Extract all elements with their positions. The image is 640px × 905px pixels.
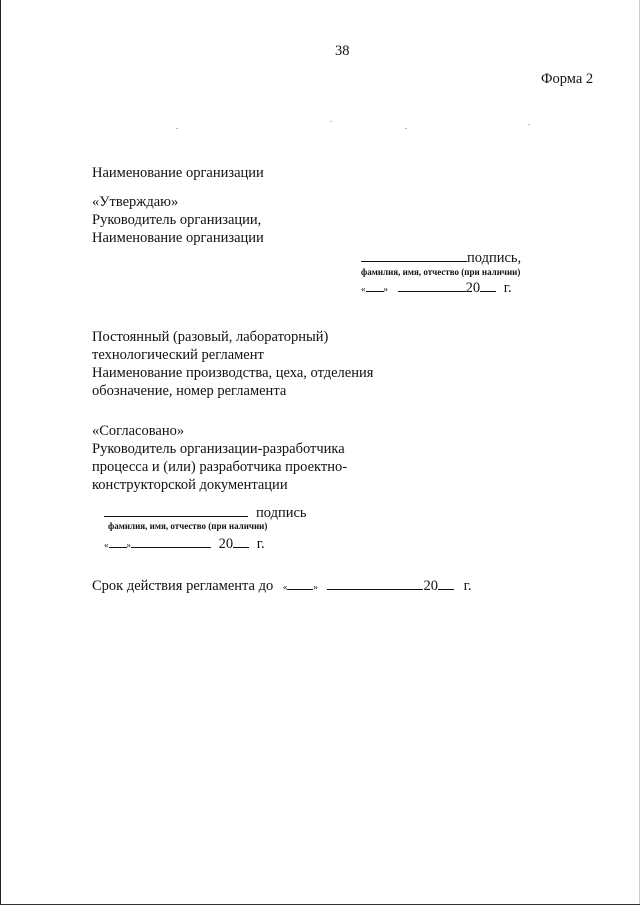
approval-org-name-label: Наименование организации bbox=[92, 230, 264, 246]
regulation-line-2: технологический регламент bbox=[92, 347, 264, 363]
page-number: 38 bbox=[335, 43, 350, 59]
agreement-line-1: Руководитель организации-разработчика bbox=[92, 441, 345, 457]
agreement-line-2: процесса и (или) разработчика проектно- bbox=[92, 459, 348, 475]
approval-date-quote-open: « bbox=[361, 284, 366, 294]
approval-head-label: Руководитель организации, bbox=[92, 212, 262, 228]
signature-blank bbox=[361, 250, 467, 262]
year-blank bbox=[438, 578, 454, 590]
validity-date-quote-close: » bbox=[313, 582, 318, 592]
regulation-line-1: Постоянный (разовый, лабораторный) bbox=[92, 329, 329, 345]
day-blank bbox=[109, 536, 127, 548]
regulation-line-4: обозначение, номер регламента bbox=[92, 383, 287, 399]
agreement-date-quote-open: « bbox=[104, 540, 109, 550]
form-label: Форма 2 bbox=[541, 71, 594, 87]
approval-year-prefix: 20 bbox=[465, 280, 481, 296]
scan-speck bbox=[176, 128, 178, 129]
approval-title: «Утверждаю» bbox=[92, 194, 179, 210]
month-blank bbox=[131, 536, 211, 548]
approval-date-line bbox=[361, 280, 512, 296]
approval-year-suffix: г. bbox=[503, 280, 512, 296]
validity-label: Срок действия регламента до bbox=[92, 578, 274, 594]
agreement-date-line bbox=[104, 536, 265, 552]
scan-speck bbox=[528, 124, 530, 125]
month-blank bbox=[327, 578, 423, 590]
agreement-fio-label: фамилия, имя, отчество (при наличии) bbox=[108, 521, 268, 531]
day-blank bbox=[287, 578, 313, 590]
scan-speck bbox=[330, 121, 332, 122]
agreement-date-quote-close: » bbox=[126, 540, 131, 550]
agreement-signature-label: подпись bbox=[256, 505, 307, 521]
validity-date-quote-open: « bbox=[282, 582, 288, 592]
approval-fio-label: фамилия, имя, отчество (при наличии) bbox=[361, 267, 521, 277]
month-blank bbox=[398, 280, 466, 292]
validity-line bbox=[92, 578, 472, 594]
approval-signature-line bbox=[361, 250, 521, 266]
day-blank bbox=[366, 280, 384, 292]
year-blank bbox=[480, 280, 496, 292]
agreement-signature-line bbox=[104, 505, 307, 521]
agreement-line-3: конструкторской документации bbox=[92, 477, 288, 493]
organization-name-label: Наименование организации bbox=[92, 165, 264, 181]
scan-speck bbox=[405, 128, 407, 129]
agreement-title: «Согласовано» bbox=[92, 423, 185, 439]
approval-date-quote-close: » bbox=[383, 284, 388, 294]
page-left-edge bbox=[0, 0, 1, 905]
regulation-line-3: Наименование производства, цеха, отделения bbox=[92, 365, 374, 381]
signature-blank bbox=[104, 505, 248, 517]
validity-year-prefix: 20 bbox=[423, 578, 438, 594]
agreement-year-prefix: 20 bbox=[218, 536, 234, 552]
year-blank bbox=[233, 536, 249, 548]
agreement-year-suffix: г. bbox=[256, 536, 265, 552]
approval-signature-label: подпись, bbox=[467, 250, 522, 266]
validity-year-suffix: г. bbox=[463, 578, 472, 594]
